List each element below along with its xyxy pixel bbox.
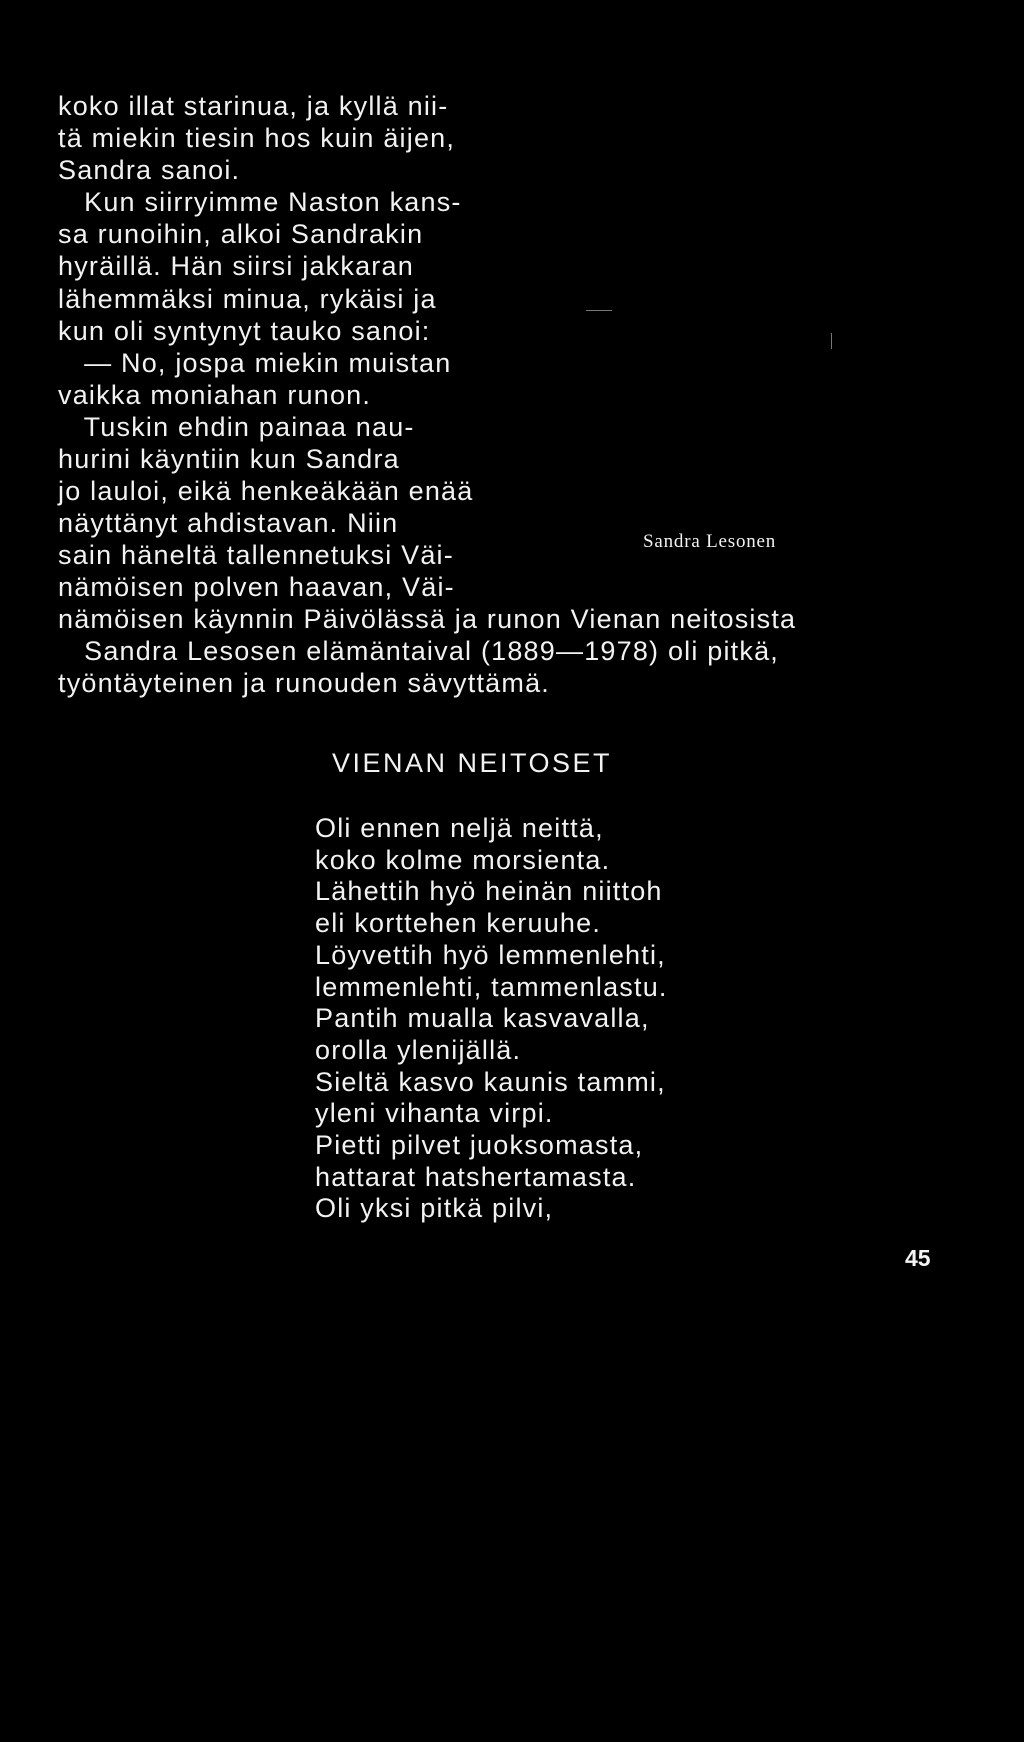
text-line: kun oli syntynyt tauko sanoi:	[58, 315, 431, 346]
poem-body	[315, 813, 915, 1225]
poem-line: Oli yksi pitkä pilvi,	[315, 1193, 554, 1224]
text-line: koko illat starinua, ja kyllä nii-	[58, 91, 449, 121]
poem-title: VIENAN NEITOSET	[332, 748, 613, 778]
poem-line: Pietti pilvet juoksomasta,	[315, 1130, 644, 1161]
text-line: Sandra sanoi.	[58, 155, 241, 186]
text-line: hyräillä. Hän siirsi jakkaran	[58, 251, 414, 282]
photo-caption: Sandra Lesonen	[643, 531, 777, 552]
poem-line: yleni vihanta virpi.	[315, 1098, 554, 1129]
text-line: sa runoihin, alkoi Sandrakin	[58, 219, 424, 250]
text-line: työntäyteinen ja runouden sävyttämä.	[58, 668, 550, 699]
text-line: — No, jospa miekin muistan	[58, 347, 452, 378]
poem-line: Oli ennen neljä neittä,	[315, 813, 604, 843]
poem-line: Sieltä kasvo kaunis tammi,	[315, 1066, 666, 1097]
page-number: 45	[905, 1245, 931, 1271]
text-line: nämöisen käynnin Päivölässä ja runon Vienan neitosista	[58, 604, 797, 634]
text-line: nämöisen polven haavan, Väi-	[58, 572, 455, 603]
scan-speck	[831, 333, 832, 349]
poem-line: hattarat hatshertamasta.	[315, 1161, 637, 1192]
text-line: Tuskin ehdin painaa nau-	[58, 411, 415, 442]
text-line: vaikka moniahan runon.	[58, 379, 372, 410]
poem-line: Lähettih hyö heinän niittoh	[315, 876, 663, 907]
text-line: näyttänyt ahdistavan. Niin	[58, 508, 399, 539]
poem-line: koko kolme morsienta.	[315, 844, 611, 875]
text-line: hurini käyntiin kun Sandra	[58, 444, 400, 475]
text-line: Kun siirryimme Naston kans-	[58, 187, 462, 218]
text-line: tä miekin tiesin hos kuin äijen,	[58, 123, 456, 154]
text-line: sain häneltä tallennetuksi Väi-	[58, 540, 454, 571]
narrow-text-column	[58, 90, 528, 604]
text-line: Sandra Lesosen elämäntaival (1889—1978) oli pitkä,	[58, 636, 779, 667]
text-line: lähemmäksi minua, rykäisi ja	[58, 283, 437, 314]
poem-line: orolla ylenijällä.	[315, 1034, 522, 1065]
text-line: jo lauloi, eikä henkeäkään enää	[58, 476, 474, 507]
poem-line: eli korttehen keruuhe.	[315, 908, 602, 939]
poem-line: Löyvettih hyö lemmenlehti,	[315, 939, 666, 970]
scan-speck	[586, 310, 612, 311]
poem-line: Pantih mualla kasvavalla,	[315, 1003, 650, 1034]
wide-text-column	[58, 603, 958, 699]
poem-line: lemmenlehti, tammenlastu.	[315, 971, 668, 1002]
